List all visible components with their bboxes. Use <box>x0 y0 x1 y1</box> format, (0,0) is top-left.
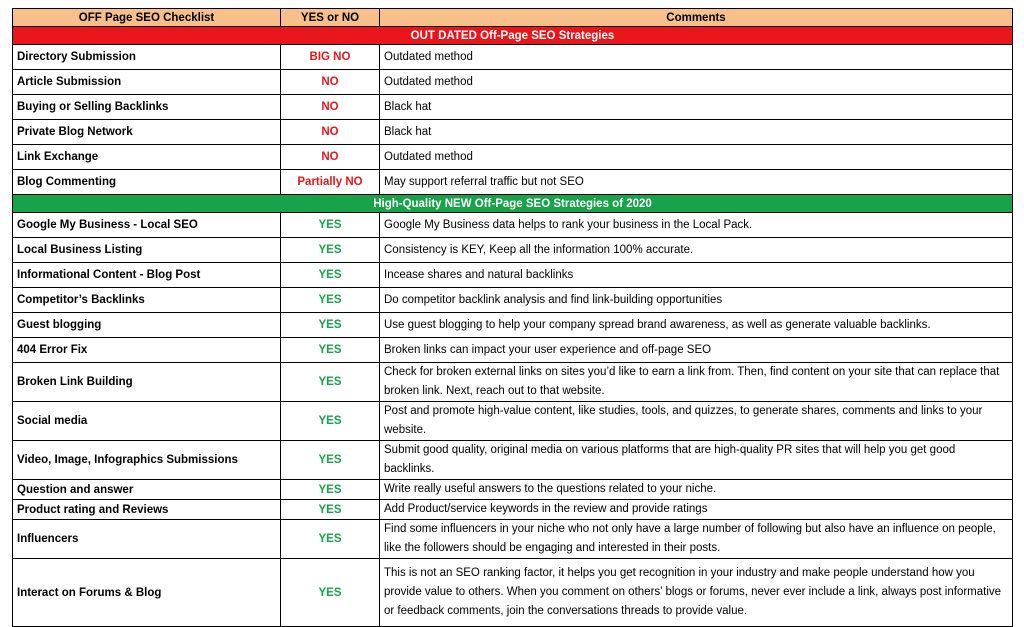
verdict-cell: YES <box>281 238 380 263</box>
verdict-cell: NO <box>281 120 380 145</box>
comment-cell: Check for broken external links on sites you’d like to earn a link from. Then, find content on your site that can replace that broken link. Next, reach out to that website. <box>380 363 1013 402</box>
comment-cell: Write really useful answers to the questions related to your niche. <box>380 480 1013 500</box>
comment-cell: Submit good quality, original media on various platforms that are high-quality PR sites that will help you get good backlinks. <box>380 441 1013 480</box>
table-row <box>13 170 1013 195</box>
comment-cell: Outdated method <box>380 70 1013 95</box>
table-row <box>13 441 1013 480</box>
strategy-name: Question and answer <box>13 480 281 500</box>
table-row <box>13 120 1013 145</box>
table-row <box>13 70 1013 95</box>
strategy-name: Informational Content - Blog Post <box>13 263 281 288</box>
verdict-cell: YES <box>281 288 380 313</box>
table-row <box>13 559 1013 627</box>
verdict-cell: YES <box>281 500 380 520</box>
strategy-name: Social media <box>13 402 281 441</box>
comment-cell: Find some influencers in your niche who not only have a large number of following but also have an influence on people, like the followers should be engaging and interested in their posts. <box>380 520 1013 559</box>
verdict-cell: YES <box>281 213 380 238</box>
table-body <box>13 27 1013 627</box>
strategy-name: Private Blog Network <box>13 120 281 145</box>
comment-cell: Broken links can impact your user experience and off-page SEO <box>380 338 1013 363</box>
header-row <box>13 9 1013 27</box>
comment-cell: May support referral traffic but not SEO <box>380 170 1013 195</box>
comment-cell: Google My Business data helps to rank your business in the Local Pack. <box>380 213 1013 238</box>
comment-cell: Do competitor backlink analysis and find link-building opportunities <box>380 288 1013 313</box>
verdict-cell: YES <box>281 402 380 441</box>
strategy-name: Buying or Selling Backlinks <box>13 95 281 120</box>
outdated-section-band-title: OUT DATED Off-Page SEO Strategies <box>13 27 1013 45</box>
verdict-cell: YES <box>281 263 380 288</box>
comment-cell: Outdated method <box>380 145 1013 170</box>
header-comments: Comments <box>380 9 1013 27</box>
comment-cell: Use guest blogging to help your company spread brand awareness, as well as generate valuable backlinks. <box>380 313 1013 338</box>
strategy-name: Article Submission <box>13 70 281 95</box>
strategy-name: Guest blogging <box>13 313 281 338</box>
strategy-name: Video, Image, Infographics Submissions <box>13 441 281 480</box>
comment-cell: Incease shares and natural backlinks <box>380 263 1013 288</box>
table-row <box>13 363 1013 402</box>
verdict-cell: YES <box>281 441 380 480</box>
strategy-name: 404 Error Fix <box>13 338 281 363</box>
strategy-name: Broken Link Building <box>13 363 281 402</box>
table-row <box>13 145 1013 170</box>
strategy-name: Local Business Listing <box>13 238 281 263</box>
table-row <box>13 45 1013 70</box>
verdict-cell: YES <box>281 313 380 338</box>
header-verdict: YES or NO <box>281 9 380 27</box>
strategy-name: Google My Business - Local SEO <box>13 213 281 238</box>
comment-cell: This is not an SEO ranking factor, it helps you get recognition in your industry and make people understand how you provide value to others. When you comment on others’ blogs or forums, never ever include a link, always post informative or feedback comments, join the conversations threads to provide value. <box>380 559 1013 627</box>
verdict-cell: YES <box>281 480 380 500</box>
comment-cell: Black hat <box>380 120 1013 145</box>
verdict-cell: YES <box>281 520 380 559</box>
comment-cell: Add Product/service keywords in the review and provide ratings <box>380 500 1013 520</box>
modern-section-band <box>13 195 1013 213</box>
strategy-name: Competitor’s Backlinks <box>13 288 281 313</box>
outdated-section-band <box>13 27 1013 45</box>
modern-section-band-title: High-Quality NEW Off-Page SEO Strategies of 2020 <box>13 195 1013 213</box>
table-row <box>13 480 1013 500</box>
comment-cell: Post and promote high-value content, like studies, tools, and quizzes, to generate shares, comments and links to your website. <box>380 402 1013 441</box>
strategy-name: Influencers <box>13 520 281 559</box>
comment-cell: Outdated method <box>380 45 1013 70</box>
strategy-name: Blog Commenting <box>13 170 281 195</box>
comment-cell: Black hat <box>380 95 1013 120</box>
table-row <box>13 500 1013 520</box>
verdict-cell: NO <box>281 70 380 95</box>
strategy-name: Directory Submission <box>13 45 281 70</box>
table-row <box>13 213 1013 238</box>
verdict-cell: NO <box>281 95 380 120</box>
verdict-cell: YES <box>281 338 380 363</box>
table-row <box>13 520 1013 559</box>
table-row <box>13 238 1013 263</box>
table-row <box>13 95 1013 120</box>
table-row <box>13 338 1013 363</box>
strategy-name: Product rating and Reviews <box>13 500 281 520</box>
strategy-name: Interact on Forums & Blog <box>13 559 281 627</box>
table-row <box>13 263 1013 288</box>
verdict-cell: Partially NO <box>281 170 380 195</box>
strategy-name: Link Exchange <box>13 145 281 170</box>
verdict-cell: YES <box>281 559 380 627</box>
verdict-cell: BIG NO <box>281 45 380 70</box>
verdict-cell: NO <box>281 145 380 170</box>
table-row <box>13 402 1013 441</box>
header-checklist: OFF Page SEO Checklist <box>13 9 281 27</box>
verdict-cell: YES <box>281 363 380 402</box>
comment-cell: Consistency is KEY, Keep all the information 100% accurate. <box>380 238 1013 263</box>
table-row <box>13 288 1013 313</box>
seo-checklist-table <box>12 8 1013 627</box>
table-row <box>13 313 1013 338</box>
